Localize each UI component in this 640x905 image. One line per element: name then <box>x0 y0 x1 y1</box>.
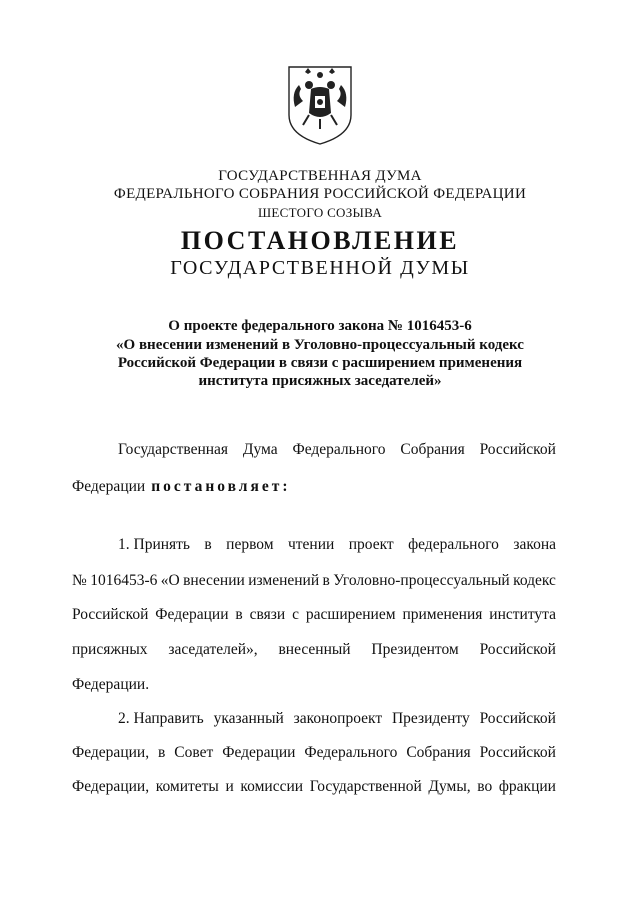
word: первом <box>226 536 274 553</box>
word: Федерации, <box>72 778 150 795</box>
word: Думы, <box>428 778 471 795</box>
word: «О <box>160 572 180 589</box>
word: федерального <box>408 536 499 553</box>
subject-line-4: института присяжных заседателей» <box>198 373 442 389</box>
intro-line-2-text: Федерации <box>72 478 146 495</box>
convocation-line: ШЕСТОГО СОЗЫВА <box>257 205 383 220</box>
clause-1-line-5: Федерации. <box>72 676 150 693</box>
word: института <box>489 606 556 623</box>
word: связи <box>249 606 286 623</box>
word: фракции <box>498 778 556 795</box>
clause-2-line-2 <box>72 744 556 766</box>
subject-line-1: О проекте федерального закона № 1016453-6 <box>168 318 472 334</box>
word: Совет <box>174 744 214 761</box>
word: Федерации, <box>72 744 150 761</box>
word: Федерации <box>155 606 229 623</box>
word: Федерального <box>292 441 386 458</box>
word: Российской <box>72 606 149 623</box>
intro-line-2 <box>72 478 556 500</box>
word: чтении <box>287 536 335 553</box>
word: законопроект <box>293 710 383 727</box>
coat-of-arms-icon <box>285 63 355 147</box>
word: Президенту <box>391 710 470 727</box>
word: Собрания <box>406 744 471 761</box>
word: проект <box>348 536 394 553</box>
intro-line-1 <box>118 441 556 463</box>
word: Российской <box>479 641 556 658</box>
word: Федерального <box>304 744 398 761</box>
word: Уголовно-процессуальный <box>333 572 510 589</box>
word: Государственная <box>118 441 229 458</box>
word: кодекс <box>513 572 556 589</box>
word: в <box>322 572 330 589</box>
word: внесении <box>183 572 245 589</box>
subject-line-3: Российской Федерации в связи с расширением применения <box>117 355 523 371</box>
word: Федерации <box>222 744 296 761</box>
document-type-title: ПОСТАНОВЛЕНИЕ <box>180 226 460 255</box>
word: 1. Принять <box>118 536 191 553</box>
clause-1-line-4 <box>72 641 556 663</box>
word: Дума <box>242 441 278 458</box>
word: Российской <box>479 441 556 458</box>
word: Президентом <box>371 641 459 658</box>
word: 1016453-6 <box>90 572 158 589</box>
word: в <box>235 606 243 623</box>
word: с <box>292 606 299 623</box>
word: 2. Направить <box>118 710 204 727</box>
word: в <box>204 536 212 553</box>
clause-1-line-2 <box>72 572 556 594</box>
word: Российской <box>479 744 556 761</box>
word: указанный <box>213 710 284 727</box>
subject-line-2: «О внесении изменений в Уголовно-процессуальный кодекс <box>116 337 524 353</box>
word: Российской <box>479 710 556 727</box>
document-issuer-subtitle: ГОСУДАРСТВЕННОЙ ДУМЫ <box>170 257 470 279</box>
clause-1-line-1 <box>118 536 556 558</box>
word: изменений <box>248 572 320 589</box>
word: заседателей», <box>168 641 258 658</box>
clause-2-line-3 <box>72 778 556 800</box>
clause-1-line-3 <box>72 606 556 628</box>
word: Государственной <box>309 778 422 795</box>
word: закона <box>513 536 556 553</box>
word: и <box>225 778 234 795</box>
word: во <box>477 778 493 795</box>
word: расширением <box>305 606 396 623</box>
resolution-verb: постановляет: <box>151 478 291 495</box>
word: присяжных <box>72 641 148 658</box>
word: применения <box>402 606 483 623</box>
org-line-1: ГОСУДАРСТВЕННАЯ ДУМА <box>218 168 422 184</box>
word: Собрания <box>400 441 465 458</box>
word: комиссии <box>240 778 304 795</box>
word: в <box>158 744 166 761</box>
org-line-2: ФЕДЕРАЛЬНОГО СОБРАНИЯ РОССИЙСКОЙ ФЕДЕРАЦИИ <box>113 186 527 202</box>
clause-2-line-1 <box>118 710 556 732</box>
word: внесенный <box>278 641 351 658</box>
word: № <box>72 572 87 589</box>
word: комитеты <box>155 778 219 795</box>
